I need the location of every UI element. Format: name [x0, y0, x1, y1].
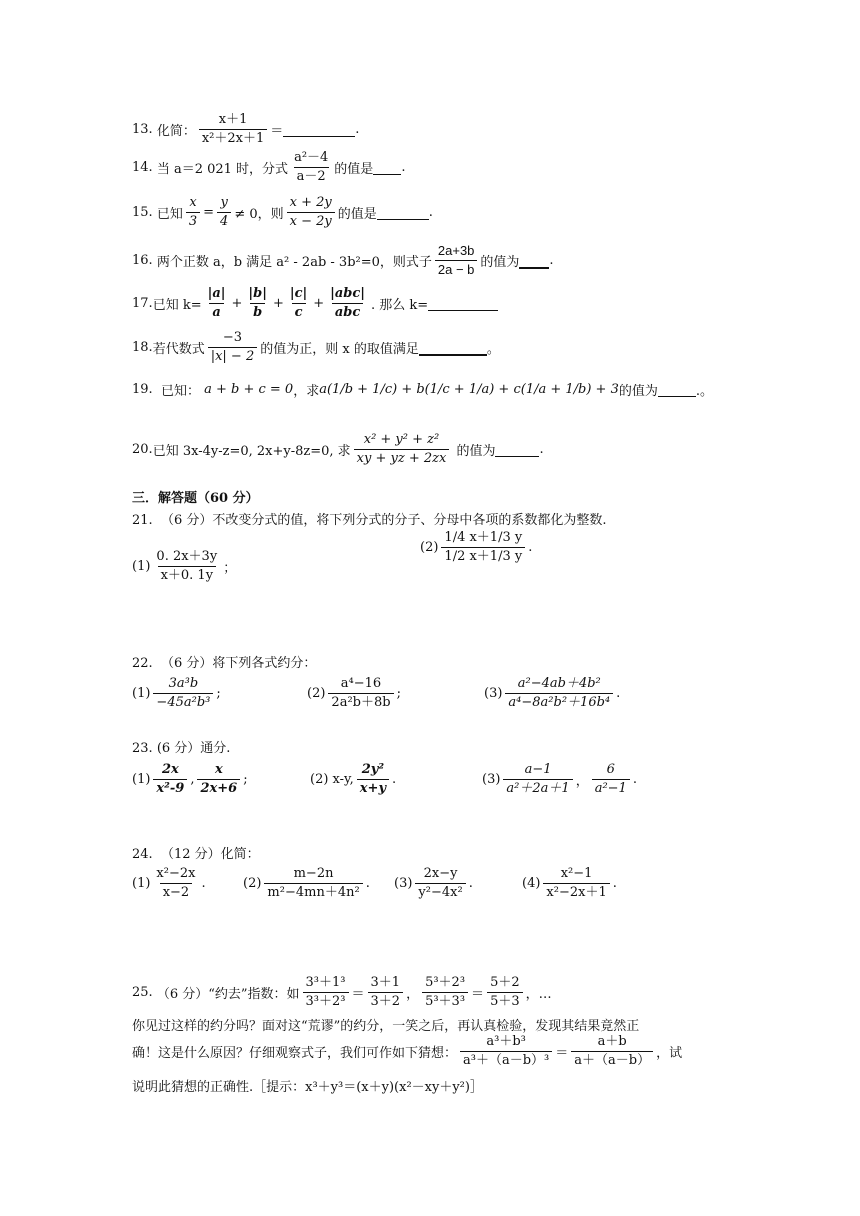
q25-e2r-num: 5＋2 — [490, 975, 520, 990]
q21-p1-fraction — [153, 549, 220, 584]
q14-number: 14. — [132, 160, 153, 175]
q23-p1b-den: 2x+6 — [197, 779, 240, 797]
q24-p4-label: (4) — [522, 876, 541, 891]
q19-text-c: 的值为 — [618, 384, 658, 399]
question-21 — [132, 509, 607, 528]
q23-p3b-den: a²−1 — [592, 779, 630, 797]
question-15: 15. 已知 $\frac{x}{3}$ = $\frac{y}{4}$ ≠ 0，则 $\frac{x + 2y}{x - 2y}$ 的值是 . — [132, 195, 433, 229]
q22-p2-end: ; — [396, 686, 401, 701]
q21-p1-den: x＋0. 1y — [158, 566, 216, 584]
q21-p2-num: 1/4 x＋1/3 y — [444, 530, 523, 545]
q16-text-a: 两个正数 a，b 满足 a² - 2ab - 3b²=0，则式子 — [156, 255, 432, 270]
q19-text-a: 已知： — [160, 384, 200, 399]
section-3-title: 三．解答题（60 分） — [132, 491, 259, 506]
q23-p1-end: ; — [243, 772, 248, 787]
q18-denominator: |x| − 2 — [208, 347, 258, 365]
q22-p1-end: ; — [216, 686, 221, 701]
q25-guess-eq: ＝ — [555, 1046, 569, 1061]
q15-text-b: 的值是 — [337, 207, 377, 222]
q14-end: . — [401, 160, 406, 175]
q23-p3-fraction-a — [503, 762, 572, 797]
q16-numerator: 2a+3b — [437, 243, 475, 258]
question-20 — [132, 432, 544, 467]
q15-neq: ≠ 0，则 — [234, 207, 284, 222]
q23-p1a-num: 2x — [161, 762, 179, 777]
q22-p3-label: (3) — [484, 686, 503, 701]
q20-numerator: x² + y² + z² — [363, 432, 440, 447]
q24-p3-num: 2x−y — [423, 866, 458, 881]
q25-e1-den: 3³＋2³ — [303, 992, 349, 1010]
q15-f2-num: y — [220, 195, 228, 210]
q24-part-2 — [243, 866, 370, 901]
q21-p2-end: . — [528, 540, 533, 555]
q22-part-3 — [484, 676, 620, 711]
q21-p1-end: ； — [223, 561, 237, 576]
q23-p3a-num: a−1 — [524, 762, 552, 777]
q14-denominator: a－2 — [294, 167, 329, 185]
q23-text: (6 分）通分. — [156, 741, 231, 756]
q23-p2-end: . — [392, 772, 397, 787]
q14-numerator: a²－4 — [294, 150, 329, 165]
question-25: 25. （6 分）“约去”指数：如 $\frac{\text{3³＋1³}}{\text{3³＋2³}}$ ＝ $\frac{3+1}{3+2}$ ， $\frac{\text{5³＋2³}}{\text{5³＋3³}}$ ＝ $\frac{5+2}{5+3}$ ，… — [132, 975, 552, 1009]
q23-part-3: (3) $\frac{a-1}{\text{a²＋2a＋1}}$ ， $\frac{6}{\text{a²−1}}$ . — [482, 762, 637, 796]
q24-p1-den: x−2 — [160, 883, 193, 901]
q22-p1-fraction — [153, 676, 213, 711]
q23-p1-fraction-a — [153, 762, 187, 797]
q23-part-2 — [310, 762, 396, 797]
q24-number: 24. — [132, 847, 153, 862]
q16-fraction — [435, 243, 478, 278]
q23-p3a-den: a²＋2a＋1 — [503, 779, 572, 797]
q24-p4-fraction — [543, 866, 609, 901]
q16-end: . — [549, 253, 554, 268]
q15-number: 15. — [132, 205, 153, 220]
q20-end: . — [539, 442, 544, 457]
q15-text-a: 已知 — [156, 207, 183, 222]
q25-line-4: 说明此猜想的正确性.［提示：x³＋y³＝(x＋y)(x²－xy＋y²)］ — [132, 1080, 483, 1095]
q24-part-3 — [394, 866, 473, 901]
q17-t2-den: b — [250, 303, 265, 321]
q24-p1-end: . — [201, 876, 206, 891]
q14-fraction — [291, 150, 331, 185]
q13-number: 13. — [132, 122, 153, 137]
q14-answer-blank — [373, 160, 401, 175]
q17-answer-blank — [428, 296, 498, 311]
q22-p3-end: . — [616, 686, 621, 701]
q24-p2-fraction — [264, 866, 362, 901]
q24-p3-den: y²−4x² — [415, 883, 465, 901]
q24-p4-end: . — [612, 876, 617, 891]
q14-text-a: 当 a＝2 021 时，分式 — [156, 162, 289, 177]
q17-t1-den: a — [209, 303, 223, 321]
q17-text-a: 已知 k= — [152, 298, 202, 313]
q21-p1-num: 0. 2x＋3y — [156, 549, 218, 564]
q24-p1-label: (1) — [132, 876, 151, 891]
q21-p2-den: 1/2 x＋1/3 y — [441, 547, 525, 565]
q23-number: 23. — [132, 741, 153, 756]
q21-p1-label: (1) — [132, 559, 151, 574]
q25-e2-den: 5³＋3³ — [422, 992, 468, 1010]
q25-guess-right-num: a＋b — [597, 1034, 627, 1049]
q17-t2-num: |b| — [248, 286, 267, 301]
q23-p3-label: (3) — [482, 772, 501, 787]
q23-p1b-num: x — [214, 762, 223, 777]
q25-line-2: 你见过这样的约分吗？面对这“荒谬”的约分，一笑之后，再认真检验，发现其结果竟然正 — [132, 1019, 640, 1034]
q15-f1-den: 3 — [186, 212, 200, 230]
q16-denominator: 2a − b — [435, 260, 478, 278]
q13-label: 化简： — [156, 124, 196, 139]
q25-e1r-den: 3＋2 — [368, 992, 404, 1010]
q24-part-4 — [522, 866, 617, 901]
q25-e2-num: 5³＋2³ — [425, 975, 466, 990]
q19-end: .。 — [695, 384, 713, 399]
q14-text-b: 的值是 — [334, 162, 374, 177]
q25-e1-num: 3³＋1³ — [305, 975, 346, 990]
q18-number: 18. — [132, 340, 153, 355]
q21-part-1 — [132, 549, 236, 584]
q25-line-3 — [132, 1034, 682, 1069]
q21-p2-fraction — [441, 530, 525, 565]
q17-term-c — [287, 286, 310, 321]
question-24 — [132, 843, 260, 862]
q24-p4-den: x²−2x＋1 — [543, 883, 609, 901]
q18-end: 。 — [486, 342, 500, 357]
q23-p2-num: 2y² — [361, 762, 385, 777]
q24-text: （12 分）化简： — [160, 847, 260, 862]
q15-f3-num: x + 2y — [289, 195, 332, 210]
q15-fraction-target — [287, 195, 335, 230]
q19-answer-blank — [658, 382, 696, 397]
q18-text-b: 的值为正，则 x 的取值满足 — [260, 342, 419, 357]
q25-example-2-right — [487, 975, 523, 1010]
q23-p3b-num: 6 — [606, 762, 615, 777]
q24-p2-end: . — [365, 876, 370, 891]
q16-number: 16. — [132, 253, 153, 268]
q13-equals: ＝ — [270, 124, 284, 139]
q21-part-2 — [420, 530, 532, 565]
q23-p2-den: x+y — [357, 779, 389, 797]
question-16 — [132, 243, 554, 278]
q20-text-a: 已知 3x-4y-z=0, 2x+y-8z=0, 求 — [152, 444, 351, 459]
q23-part-1: (1) $\frac{2x}{\text{x²-9}}$ , $\frac{x}{2x+6}$ ; — [132, 762, 248, 796]
q25-example-1-left — [303, 975, 349, 1010]
q25-example-2-left — [422, 975, 468, 1010]
q21-text: （6 分）不改变分式的值，将下列分式的分子、分母中各项的系数都化为整数. — [160, 513, 607, 528]
q17-t1-num: |a| — [207, 286, 226, 301]
q22-p2-fraction — [328, 676, 393, 711]
q21-number: 21. — [132, 513, 153, 528]
q15-answer-blank — [377, 205, 429, 220]
q24-p2-num: m−2n — [293, 866, 334, 881]
q17-term-a — [205, 286, 229, 321]
q25-text-a: （6 分）“约去”指数：如 — [156, 987, 300, 1002]
q24-p2-label: (2) — [243, 876, 262, 891]
q13-fraction — [199, 112, 267, 147]
q25-guess-den: a³＋（a－b）³ — [460, 1051, 552, 1069]
q23-p1-label: (1) — [132, 772, 151, 787]
q23-p2-fraction — [357, 762, 389, 797]
q22-p2-den: 2a²b＋8b — [328, 693, 393, 711]
q24-p4-num: x²−1 — [560, 866, 593, 881]
q22-number: 22. — [132, 656, 153, 671]
q17-term-abc — [327, 286, 368, 321]
q24-p3-fraction — [415, 866, 465, 901]
q17-number: 17. — [132, 296, 153, 311]
q22-p1-num: 3a³b — [168, 676, 199, 691]
q15-f1-num: x — [189, 195, 197, 210]
q18-fraction — [208, 330, 258, 365]
q16-text-b: 的值为 — [480, 255, 520, 270]
q15-fraction-x3 — [186, 195, 200, 230]
q16-answer-blank — [519, 253, 549, 269]
q22-part-2 — [307, 676, 401, 711]
q17-term-b — [245, 286, 270, 321]
q20-fraction — [354, 432, 450, 467]
q25-guess-right — [571, 1034, 653, 1069]
q22-p2-num: a⁴−16 — [340, 676, 382, 691]
q17-t3-num: |c| — [289, 286, 308, 301]
q22-p1-label: (1) — [132, 686, 151, 701]
question-18 — [132, 330, 500, 365]
q25-guess-num: a³＋b³ — [486, 1034, 526, 1049]
q25-line-3b: ，试 — [656, 1046, 683, 1061]
q21-p2-label: (2) — [420, 540, 439, 555]
q25-etc: ，… — [525, 987, 552, 1002]
q24-p1-fraction — [153, 866, 198, 901]
q25-guess-right-den: a＋（a－b） — [571, 1051, 653, 1069]
q20-number: 20. — [132, 442, 153, 457]
q22-part-1 — [132, 676, 221, 711]
q25-line-3a: 确！这是什么原因？仔细观察式子，我们可作如下猜想： — [132, 1046, 458, 1061]
q13-end: . — [355, 122, 360, 137]
q15-fraction-y4 — [217, 195, 231, 230]
q23-p3-end: . — [632, 772, 637, 787]
q25-e2r-den: 5＋3 — [487, 992, 523, 1010]
q18-answer-blank — [419, 340, 487, 356]
question-19 — [132, 380, 713, 399]
question-22 — [132, 652, 316, 671]
q17-t3-den: c — [292, 303, 306, 321]
question-14 — [132, 150, 405, 185]
q23-p3-fraction-b — [592, 762, 630, 797]
q24-part-1 — [132, 866, 206, 901]
q18-text-a: 若代数式 — [152, 342, 205, 357]
q13-denominator: x²＋2x＋1 — [199, 129, 267, 147]
q15-f2-den: 4 — [217, 212, 231, 230]
q19-number: 19. — [132, 382, 153, 397]
question-17: 17. 已知 k= $\frac{|a|}{a}$ + $\frac{|b|}{b}$ + $\frac{|c|}{c}$ + |abc| abc . 那么 k= — [132, 286, 498, 321]
q20-denominator: xy + yz + 2zx — [354, 449, 450, 467]
q22-p1-den: −45a²b³ — [153, 693, 213, 711]
q22-text: （6 分）将下列各式约分： — [160, 656, 317, 671]
q15-end: . — [428, 205, 433, 220]
q23-p2-label: (2) x-y, — [310, 772, 354, 787]
q22-p3-num: a²−4ab＋4b² — [517, 676, 601, 691]
q25-number: 25. — [132, 985, 153, 1000]
q18-numerator: −3 — [222, 330, 243, 345]
q22-p3-den: a⁴−8a²b²＋16b⁴ — [505, 693, 613, 711]
q20-answer-blank — [495, 442, 539, 457]
q24-p3-label: (3) — [394, 876, 413, 891]
q25-example-1-right — [368, 975, 404, 1010]
q22-p2-label: (2) — [307, 686, 326, 701]
q25-guess-left — [460, 1034, 552, 1069]
q24-p3-end: . — [468, 876, 473, 891]
q25-e1r-num: 3＋1 — [370, 975, 401, 990]
q17-t4-den: abc — [332, 303, 363, 321]
q17-t4-num: |abc| — [330, 286, 366, 301]
q15-f3-den: x − 2y — [287, 212, 335, 230]
q23-p1a-den: x²-9 — [153, 779, 187, 797]
q13-answer-blank — [283, 122, 355, 137]
question-13 — [132, 112, 359, 147]
q20-text-b: 的值为 — [456, 444, 496, 459]
q17-text-b: . 那么 k= — [371, 298, 429, 313]
q24-p1-num: x²−2x — [156, 866, 196, 881]
q19-condition: a + b + c = 0 — [204, 382, 294, 397]
q23-p1-fraction-b — [197, 762, 240, 797]
question-23 — [132, 737, 230, 756]
q19-text-b: ，求 — [293, 384, 320, 399]
q25-e2-eq: ＝ — [471, 987, 485, 1002]
q13-numerator: x＋1 — [218, 112, 248, 127]
q22-p3-fraction — [505, 676, 613, 711]
q19-expression: a(1/b + 1/c) + b(1/c + 1/a) + c(1/a + 1/b) + 3 — [319, 382, 619, 397]
q24-p2-den: m²−4mn＋4n² — [264, 883, 362, 901]
q25-e1-eq: ＝ — [351, 987, 365, 1002]
